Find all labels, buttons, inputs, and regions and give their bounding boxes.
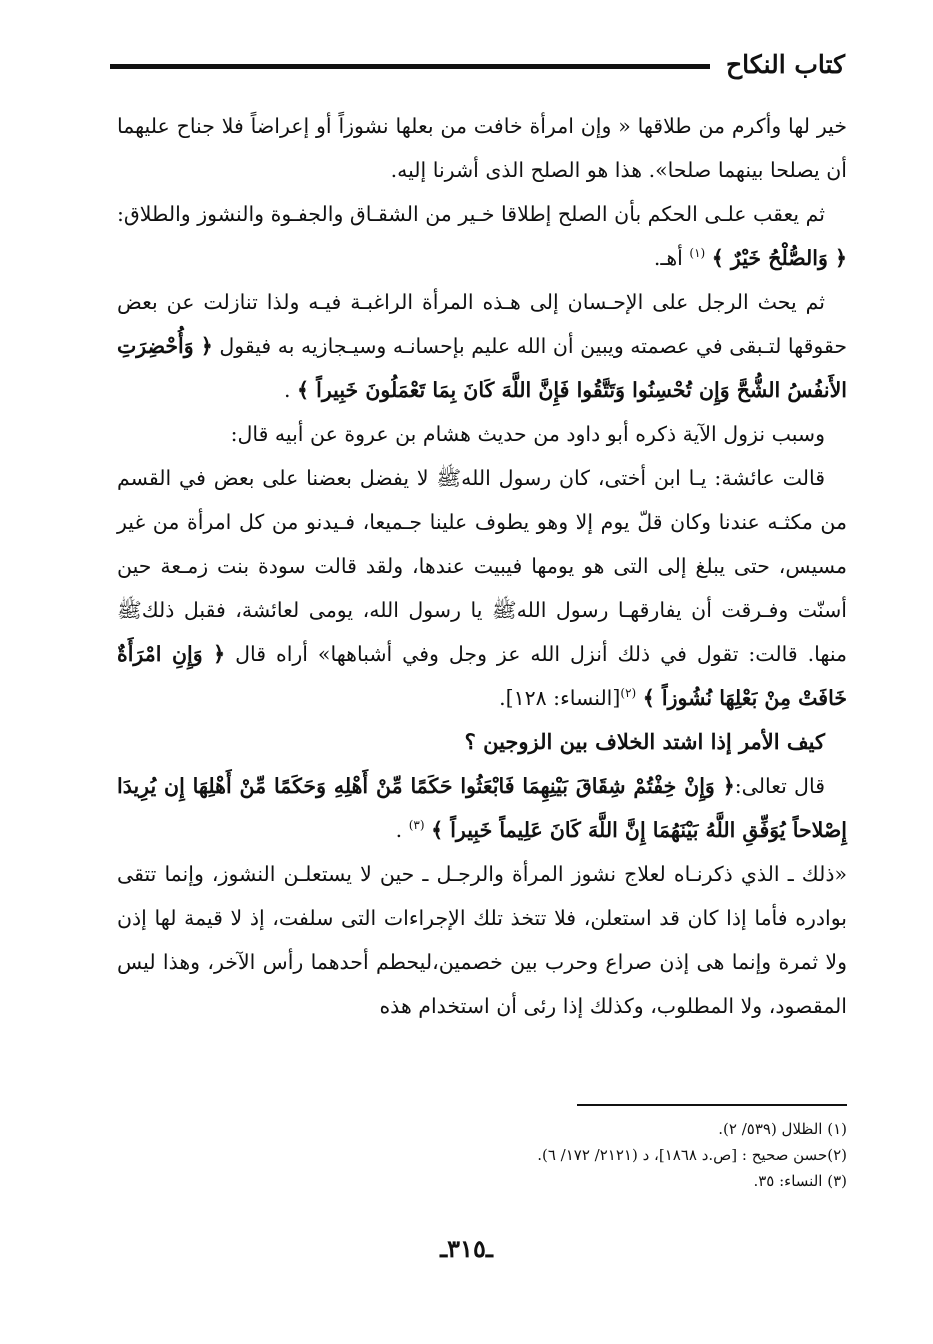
- footnote-3: (٣) النساء: ٣٥.: [753, 1172, 847, 1190]
- main-text: [117, 104, 847, 1028]
- footnote-ref-2: (٢): [620, 686, 637, 701]
- paragraph-3-end: .: [283, 378, 291, 402]
- paragraph-2-end: أهـ.: [653, 246, 683, 270]
- footnote-1: (١) الظلال (٥٣٩/ ٢).: [718, 1120, 847, 1138]
- paragraph-5-text: قالت عائشة: يـا ابن أختى، كان رسول اللهﷺ لا يفضل بعضنا على بعض في القسم من مكثـه عندنا وكان قلّ يوم إلا وهو يطوف علينا جـميعا، فـيدنو من كل امرأة من غير مسيس، حتى يبلغ إلى التى هو يومها فيبيت عندها، ولقد قالت سودة بنت زمـعة حين أسنّت وفـرقت أن يفارقهـا رسول اللهﷺ يا رسول الله، يومى لعائشة، فقبل ذلكﷺ منها. قالت: تقول في ذلك أنزل الله عز وجل وفي أشباهها» أراه قال: [117, 466, 847, 666]
- footnote-2: (٢)حسن صحيح : [ص.د ١٨٦٨]، د (٢١٢١/ ١٧٢/ ٦).: [537, 1146, 847, 1164]
- chapter-title: كتاب النكاح: [726, 49, 845, 79]
- quran-verse: ﴿ وَإِنِ امْرَأَةٌ خَافَتْ مِنْ بَعْلِهَا نُشُوزاً ﴾: [117, 642, 847, 710]
- quran-verse: ﴿ وَالصُّلْحُ خَيْرٌ ﴾: [711, 246, 847, 270]
- header-rule: [110, 64, 710, 69]
- paragraph-6-end: .: [395, 818, 403, 842]
- paragraph-1: خير لها وأكرم من طلاقها « وإن امرأة خافت من بعلها نشوزاً أو إعراضاً فلا جناح عليهما أن يصلحا بينهما صلحا». هذا هو الصلح الذى أشرنا إليه.: [117, 114, 847, 182]
- paragraph-7: «ذلك ـ الذي ذكرنـاه لعلاج نشوز المرأة والرجـل ـ حين لا يستعلـن النشوز، وإنما تتقى بوادره فأما إذا كان قد استعلن، فلا تتخذ تلك الإجراءات التى سلفت، إذ لا قيمة لها إذن ولا ثمرة وإنما هى إذن صراع وحرب بين خصمين،ليحطم أحدهما رأس الآخر، وهذا ليس المقصود، ولا المطلوب، وكذلك إذا رئى أن استخدام هذه: [117, 862, 847, 1018]
- paragraph-5: [117, 456, 847, 720]
- paragraph-4: وسبب نزول الآية ذكره أبو داود من حديث هشام بن عروة عن أبيه قال:: [230, 422, 825, 446]
- paragraph-5-end: [النساء: ١٢٨].: [499, 686, 621, 710]
- page-header: [110, 44, 845, 84]
- paragraph-2-text: ثم يعقب علـى الحكم بأن الصلح إطلاقا خـير من الشقـاق والجفـوة والنشوز والطلاق:: [117, 202, 825, 226]
- paragraph-3: [117, 280, 847, 412]
- paragraph-3-text: ثم يحث الرجل على الإحـسان إلى هـذه المرأة الراغبـة فيـه ولذا تنازلت عن بعض حقوقها لتـبقى في عصمته ويبين أن الله عليم بإحسانـه وسيـجازيه به فيقول: [117, 290, 847, 358]
- quran-verse: ﴿ وَإِنْ خِفْتُمْ شِقَاقَ بَيْنِهِمَا فَابْعَثُوا حَكَمًا مِّنْ أَهْلِهِ وَحَكَمًا مِّنْ أَهْلِهَا إِن يُرِيدَا إِصْلاحاً يُوَفِّقِ اللَّهُ بَيْنَهُمَا إِنَّ اللَّهَ كَانَ عَلِيماً خَبِيراً ﴾: [117, 774, 847, 842]
- footnote-divider: [577, 1104, 847, 1106]
- page-number: ـ٣١٥ـ: [440, 1234, 493, 1263]
- section-heading: كيف الأمر إذا اشتد الخلاف بين الزوجين ؟: [464, 729, 825, 754]
- paragraph-2: [117, 192, 847, 280]
- footnotes: [117, 1116, 847, 1194]
- footnote-ref-1: (١): [689, 246, 706, 261]
- paragraph-6-text: قال تعالى:: [734, 774, 825, 798]
- footnote-ref-3: (٣): [408, 818, 425, 833]
- paragraph-6: [117, 764, 847, 852]
- quran-verse: ﴿ وَأُحْضِرَتِ الأَنفُسُ الشُّحَّ وَإِن تُحْسِنُوا وَتَتَّقُوا فَإِنَّ اللَّهَ كَانَ بِمَا تَعْمَلُونَ خَبِيراً ﴾: [117, 334, 847, 402]
